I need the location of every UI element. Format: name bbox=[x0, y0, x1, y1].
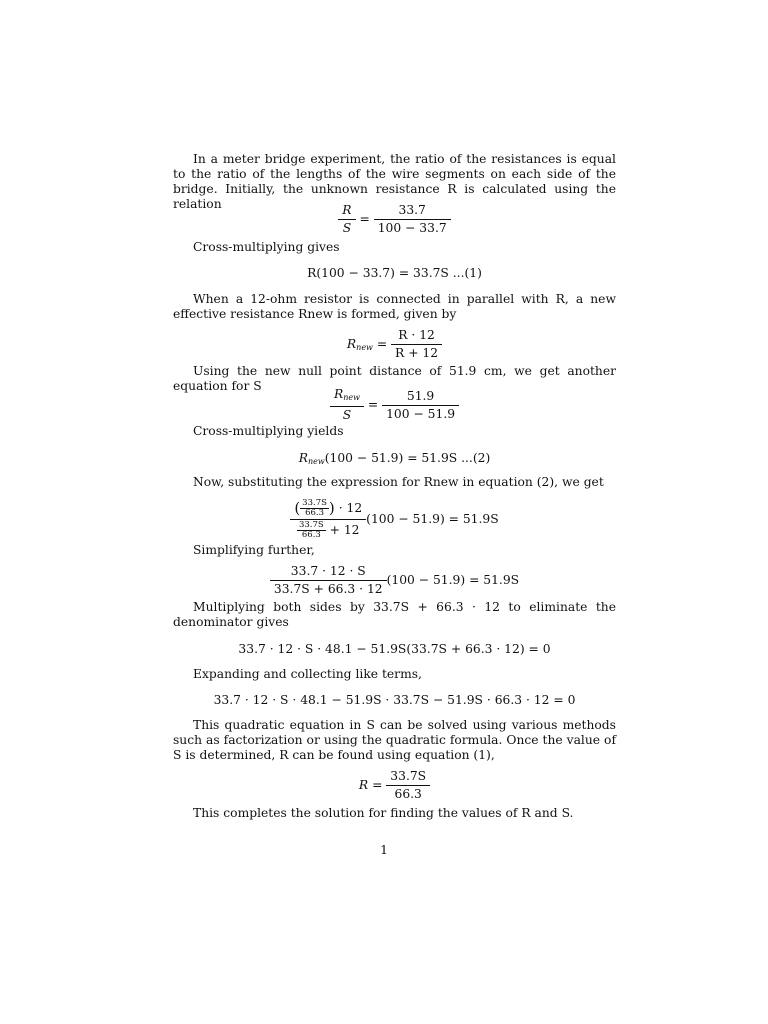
fraction-initial-ratio: $\frac{33.7}{100 - 33.7}$ bbox=[374, 203, 451, 236]
equation-r-result: R = $\frac{33.7S}{66.3}$ bbox=[173, 769, 616, 802]
paragraph-expanding: Expanding and collecting like terms, bbox=[193, 667, 422, 681]
paragraph-intro: In a meter bridge experiment, the ratio of the resistances is equal to the ratio of the lengths of the wire segments on each side of the bridge. Initially, the unknown resistance R is calculated using the relation bbox=[173, 152, 616, 211]
equation-ratio: $\frac{R}{S}$ = $\frac{33.7}{100 - 33.7}$ bbox=[173, 203, 616, 236]
fraction-new-ratio: $\frac{51.9}{100 - 51.9}$ bbox=[382, 389, 459, 422]
paragraph-cross-multiplying-yields: Cross-multiplying yields bbox=[193, 424, 344, 438]
page-number: 1 bbox=[380, 843, 388, 857]
equation-simplified: $\frac{33.7 \cdot 12 \cdot S}{33.7S + 66.3 \cdot 12}$ (100 − 51.9) = 51.9S bbox=[173, 564, 616, 597]
paragraph-multiplying-both-sides: Multiplying both sides by 33.7S + 66.3 · 12 to eliminate the denominator gives bbox=[173, 600, 616, 629]
equation-2: $R_{new}(100 - 51.9) = 51.9S$ ...(2) bbox=[298, 451, 491, 466]
fraction-r-result: $\frac{33.7S}{66.3}$ bbox=[386, 769, 430, 802]
fraction-parallel: $\frac{R \cdot 12}{R + 12}$ bbox=[391, 328, 442, 361]
paragraph-conclusion: This completes the solution for finding the values of R and S. bbox=[193, 806, 574, 820]
equation-substituted: ( $\frac{33.7S}{66.3}$ ) · 12 $\frac{33.7S}{66.3}$ + 12 (100 − 51.9) = 51.9S bbox=[173, 499, 616, 540]
equation-multiplied: 33.7 · 12 · S · 48.1 − 51.9S(33.7S + 66.3 · 12) = 0 bbox=[238, 642, 551, 656]
fraction-simplified: $\frac{33.7 \cdot 12 \cdot S}{33.7S + 66.3 \cdot 12}$ bbox=[270, 564, 387, 597]
equation-new-ratio: $\frac{R_{new}}{S}$ = $\frac{51.9}{100 - 51.9}$ bbox=[173, 387, 616, 423]
paragraph-substituting: Now, substituting the expression for Rnew in equation (2), we get bbox=[193, 475, 604, 489]
paragraph-cross-multiplying: Cross-multiplying gives bbox=[193, 240, 340, 254]
paragraph-quadratic: This quadratic equation in S can be solved using various methods such as factorization or using the quadratic formula. Once the value of S is determined, R can be found using equation (1), bbox=[173, 718, 616, 762]
equation-rnew: $R_{new}$ = $\frac{R \cdot 12}{R + 12}$ bbox=[173, 328, 616, 361]
fraction-inner-bottom: $\frac{33.7S}{66.3}$ bbox=[298, 520, 324, 540]
fraction-compound: ( $\frac{33.7S}{66.3}$ ) · 12 $\frac{33.7S}{66.3}$ + 12 bbox=[290, 499, 366, 540]
paragraph-new-null-point: Using the new null point distance of 51.9 cm, we get another equation for S bbox=[173, 364, 616, 393]
paragraph-simplifying: Simplifying further, bbox=[193, 543, 315, 557]
fraction-r-over-s: $\frac{R}{S}$ bbox=[338, 203, 355, 236]
paragraph-parallel-resistor: When a 12-ohm resistor is connected in parallel with R, a new effective resistance Rnew is formed, given by bbox=[173, 292, 616, 321]
fraction-inner-top: $\frac{33.7S}{66.3}$ bbox=[302, 498, 327, 518]
equation-1: R(100 − 33.7) = 33.7S ...(1) bbox=[307, 266, 482, 280]
equation-expanded: 33.7 · 12 · S · 48.1 − 51.9S · 33.7S − 51.9S · 66.3 · 12 = 0 bbox=[213, 693, 576, 707]
fraction-rnew-over-s: $\frac{R_{new}}{S}$ bbox=[330, 387, 364, 423]
